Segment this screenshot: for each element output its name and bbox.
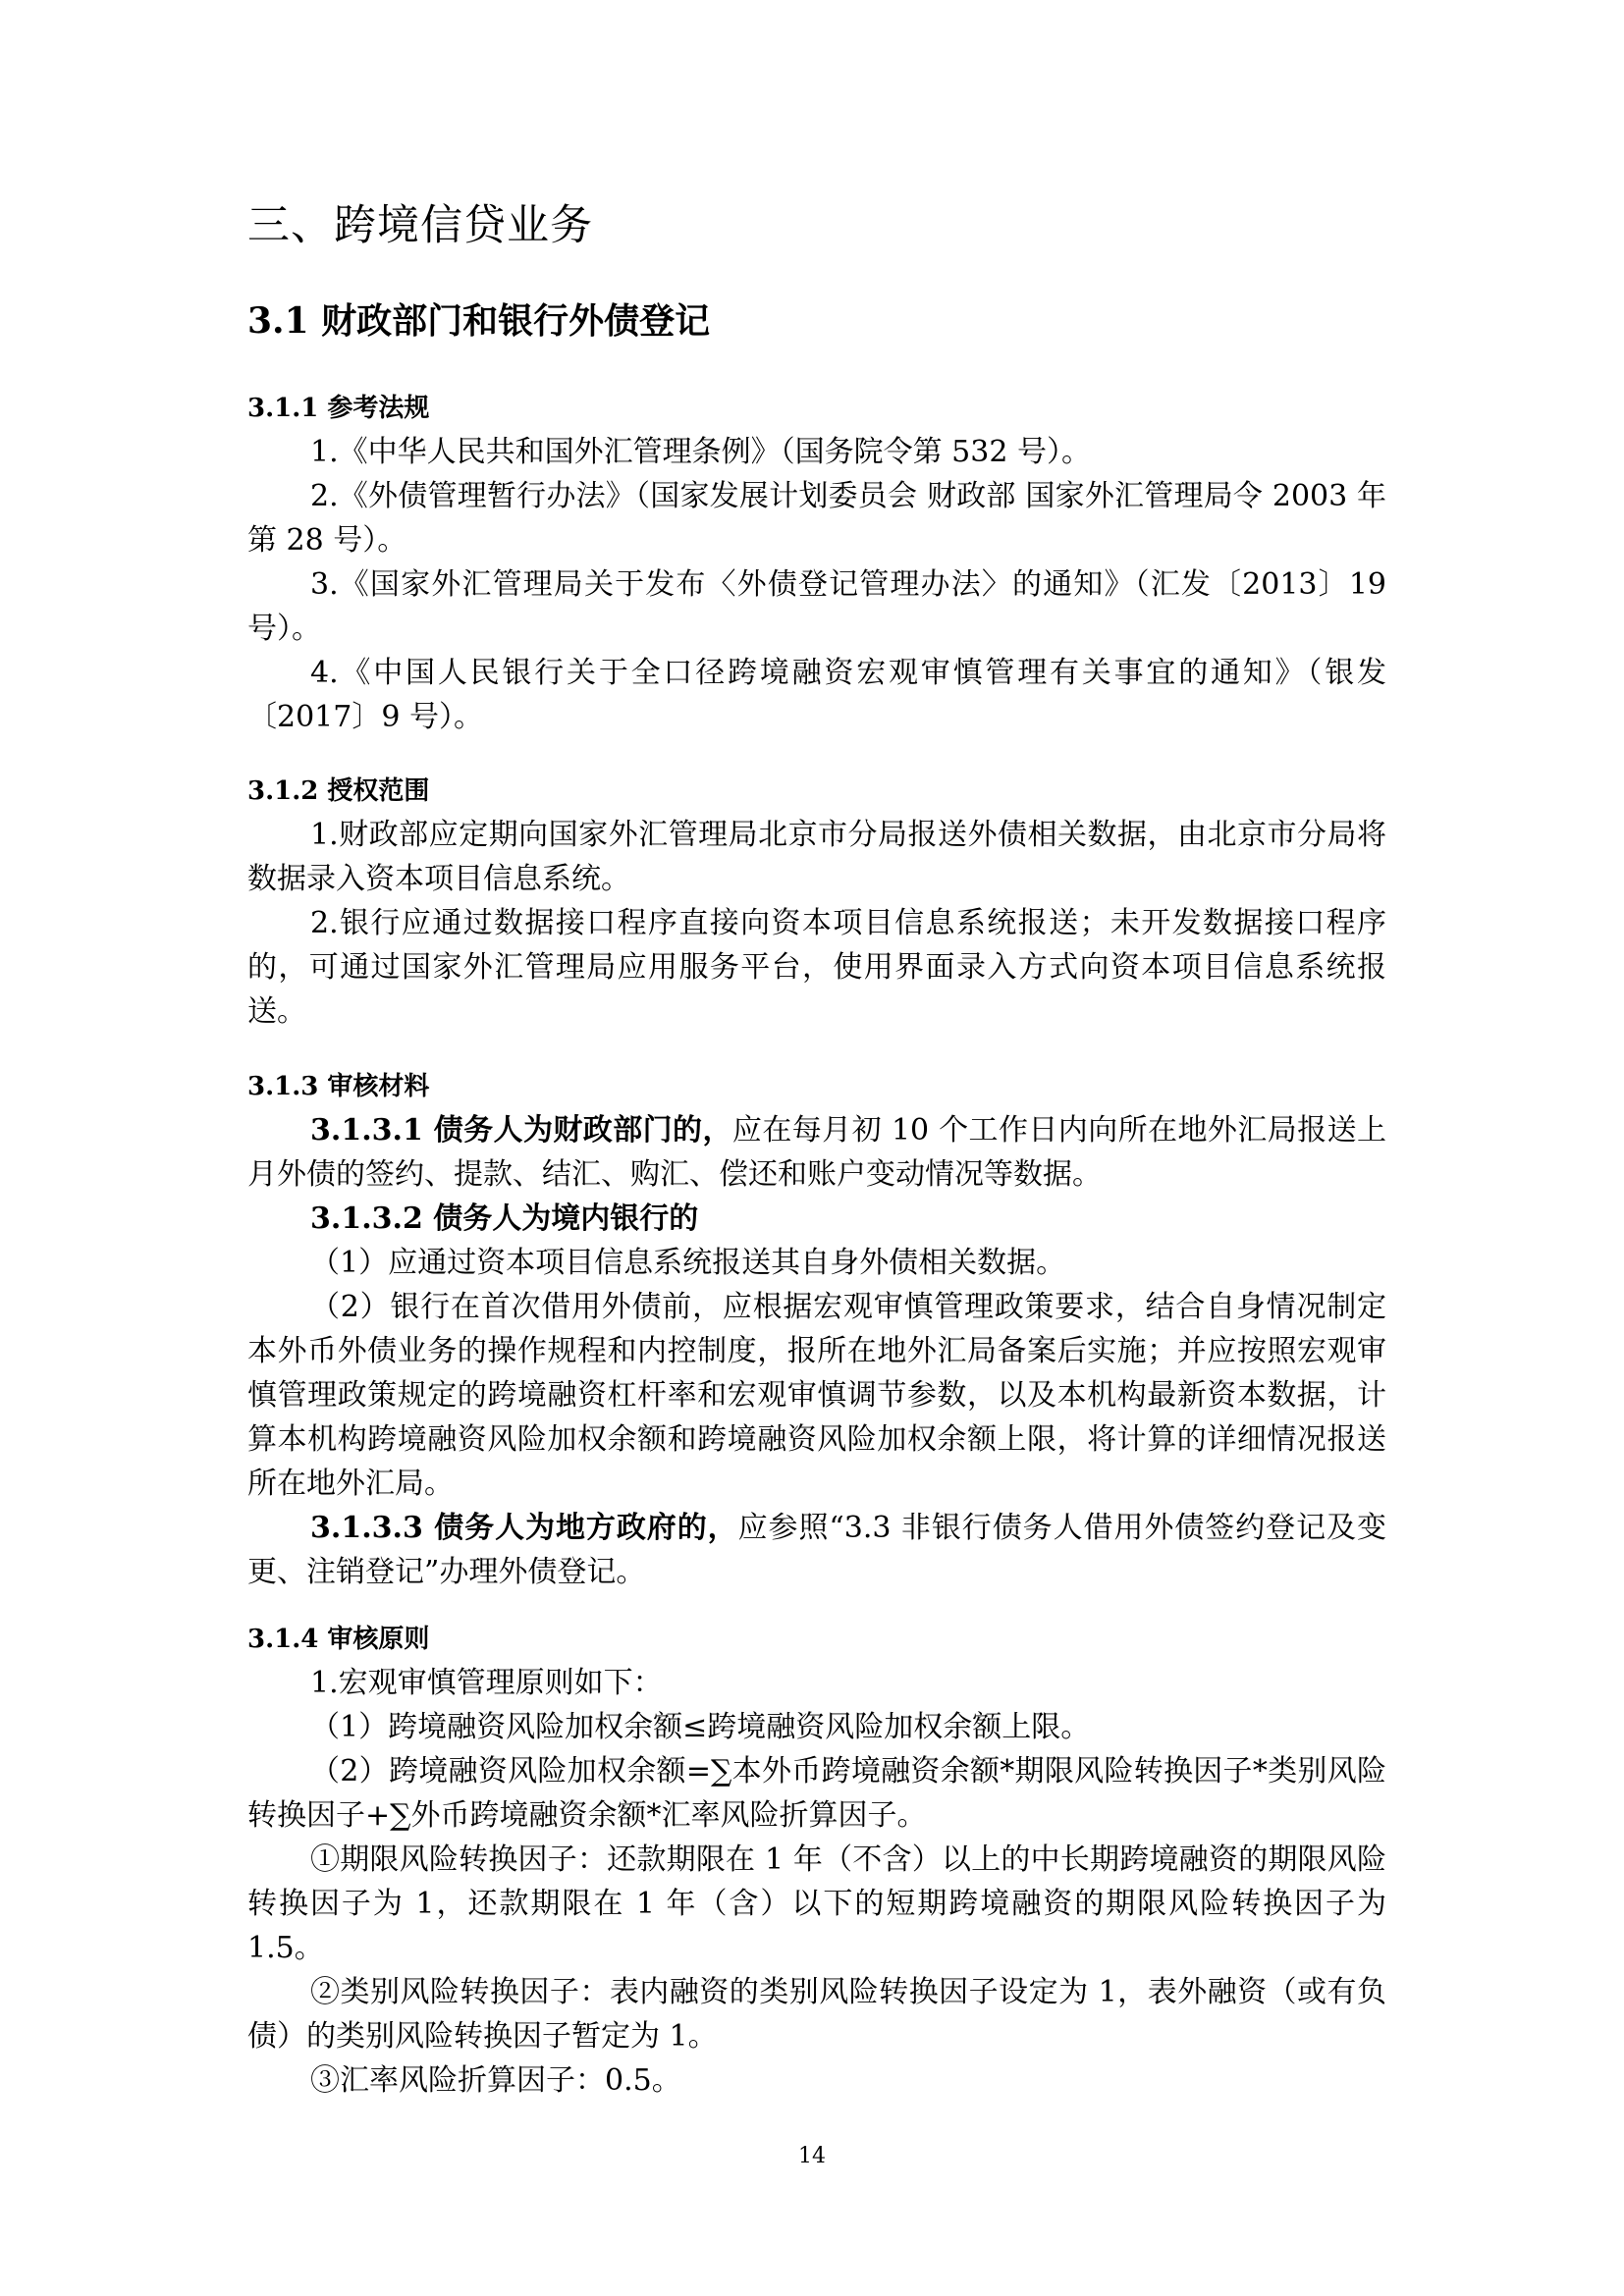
paragraph — [247, 1506, 1386, 1594]
page-number: 14 — [798, 2144, 826, 2168]
section-3-1-4 — [247, 1618, 1386, 2103]
clause-text: 应在每月初 10 个工作日内向所在地外汇局报送上月外债的签约、提款、结汇、购汇、偿还和账户变动情况等数据。 — [247, 1113, 1386, 1192]
chapter-heading: 三、跨境信贷业务 — [247, 201, 593, 250]
paragraph: 3.《国家外汇管理局关于发布〈外债登记管理办法〉的通知》（汇发〔2013〕19 号）。 — [247, 567, 1386, 646]
paragraph — [247, 1108, 1386, 1197]
clause-heading: 3.1.3.2 债务人为境内银行的 — [310, 1201, 699, 1236]
paragraph: 2.银行应通过数据接口程序直接向资本项目信息系统报送；未开发数据接口程序的，可通过国家外汇管理局应用服务平台，使用界面录入方式向资本项目信息系统报送。 — [247, 906, 1386, 1029]
paragraph: ②类别风险转换因子：表内融资的类别风险转换因子设定为 1，表外融资（或有负债）的类别风险转换因子暂定为 1。 — [247, 1975, 1386, 2054]
paragraph: ①期限风险转换因子：还款期限在 1 年（不含）以上的中长期跨境融资的期限风险转换因子为 1，还款期限在 1 年（含）以下的短期跨境融资的期限风险转换因子为 1.5。 — [247, 1842, 1386, 1965]
clause-label: 3.1.3.3 债务人为地方政府的， — [310, 1511, 738, 1545]
clause-text: 应参照“3.3 非银行债务人借用外债签约登记及变更、注销登记”办理外债登记。 — [247, 1511, 1386, 1589]
subsection-title: 3.1.3 审核材料 — [247, 1072, 430, 1101]
paragraph: ③汇率风险折算因子：0.5。 — [310, 2063, 681, 2098]
paragraph: （2）银行在首次借用外债前，应根据宏观审慎管理政策要求，结合自身情况制定本外币外债业务的操作规程和内控制度，报所在地外汇局备案后实施；并应按照宏观审慎管理政策规定的跨境融资杠杆率和宏观审慎调节参数，以及本机构最新资本数据，计算本机构跨境融资风险加权余额和跨境融资风险加权余额上限，将计算的详细情况报送所在地外汇局。 — [247, 1290, 1386, 1501]
clause-label: 3.1.3.1 债务人为财政部门的， — [310, 1113, 732, 1148]
section-heading: 3.1 财政部门和银行外债登记 — [247, 300, 711, 342]
section-3-1-1 — [247, 387, 1386, 739]
paragraph: 1.宏观审慎管理原则如下： — [310, 1666, 663, 1700]
section-3-1-2 — [247, 770, 1386, 1034]
subsection-title: 3.1.1 参考法规 — [247, 394, 430, 423]
paragraph: 1.财政部应定期向国家外汇管理局北京市分局报送外债相关数据，由北京市分局将数据录入资本项目信息系统。 — [247, 818, 1386, 896]
paragraph: （2）跨境融资风险加权余额=∑本外币跨境融资余额*期限风险转换因子*类别风险转换因子+∑外币跨境融资余额*汇率风险折算因子。 — [247, 1754, 1386, 1833]
paragraph: 4.《中国人民银行关于全口径跨境融资宏观审慎管理有关事宜的通知》（银发〔2017〕9 号）。 — [247, 656, 1386, 734]
subsection-title: 3.1.4 审核原则 — [247, 1625, 430, 1654]
paragraph: 2.《外债管理暂行办法》（国家发展计划委员会 财政部 国家外汇管理局令 2003 年第 28 号）。 — [247, 479, 1386, 558]
subsection-title: 3.1.2 授权范围 — [247, 776, 430, 806]
paragraph: （1）跨境融资风险加权余额≤跨境融资风险加权余额上限。 — [310, 1710, 1091, 1744]
paragraph: （1）应通过资本项目信息系统报送其自身外债相关数据。 — [310, 1246, 1066, 1280]
section-3-1-3 — [247, 1065, 1386, 1594]
paragraph: 1.《中华人民共和国外汇管理条例》（国务院令第 532 号）。 — [310, 435, 1091, 469]
